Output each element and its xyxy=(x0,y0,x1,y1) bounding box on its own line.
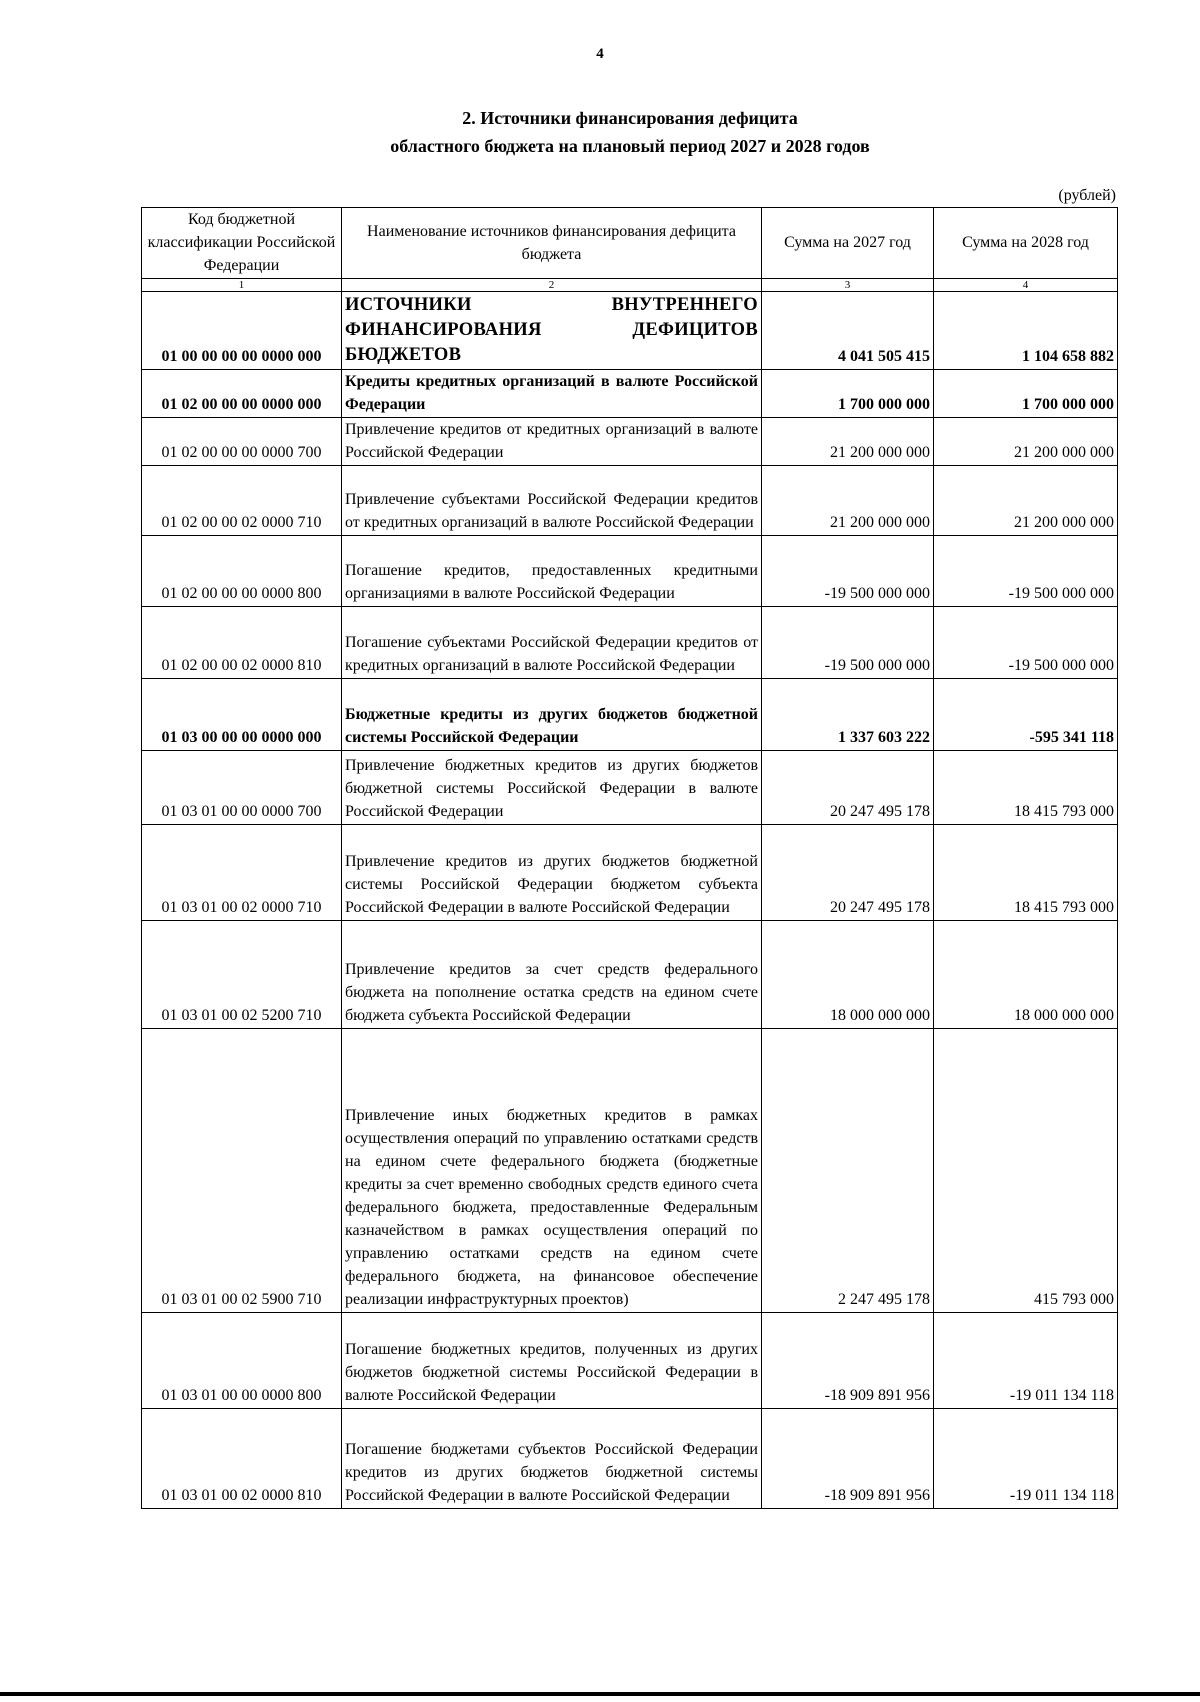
row-sum-2027: 21 200 000 000 xyxy=(762,466,934,536)
row-sum-2028: 18 000 000 000 xyxy=(934,921,1118,1029)
row-name: Бюджетные кредиты из других бюджетов бюджетной системы Российской Федерации xyxy=(342,679,762,751)
row-code: 01 02 00 00 00 0000 700 xyxy=(142,418,342,466)
row-name: Привлечение кредитов за счет средств федерального бюджета на пополнение остатка средств на едином счете бюджета субъекта Российской Федерации xyxy=(342,921,762,1029)
table-row xyxy=(142,679,1118,751)
column-number: 2 xyxy=(342,279,762,292)
page-number: 4 xyxy=(596,46,604,62)
table-header-row xyxy=(142,208,1118,279)
title-line-1: 2. Источники финансирования дефицита xyxy=(462,108,798,128)
row-name: Погашение бюджетных кредитов, полученных из других бюджетов бюджетной системы Российской Федерации в валюте Российской Федерации xyxy=(342,1313,762,1409)
column-number: 3 xyxy=(762,279,934,292)
row-sum-2028: 18 415 793 000 xyxy=(934,825,1118,921)
row-sum-2027: -19 500 000 000 xyxy=(762,607,934,679)
row-sum-2027: 20 247 495 178 xyxy=(762,751,934,825)
row-code: 01 02 00 00 00 0000 000 xyxy=(142,370,342,418)
row-name: Привлечение кредитов из других бюджетов бюджетной системы Российской Федерации бюджетом субъекта Российской Федерации в валюте Российской Федерации xyxy=(342,825,762,921)
row-sum-2028: -19 011 134 118 xyxy=(934,1409,1118,1509)
row-sum-2027: -18 909 891 956 xyxy=(762,1313,934,1409)
row-code: 01 02 00 00 02 0000 710 xyxy=(142,466,342,536)
row-sum-2028: -595 341 118 xyxy=(934,679,1118,751)
column-number: 4 xyxy=(934,279,1118,292)
row-code: 01 03 01 00 02 0000 710 xyxy=(142,825,342,921)
row-code: 01 02 00 00 02 0000 810 xyxy=(142,607,342,679)
table-row xyxy=(142,536,1118,607)
row-sum-2028: 1 700 000 000 xyxy=(934,370,1118,418)
table-row xyxy=(142,418,1118,466)
table-row xyxy=(142,292,1118,370)
row-name: Привлечение кредитов от кредитных организаций в валюте Российской Федерации xyxy=(342,418,762,466)
table-row xyxy=(142,1029,1118,1313)
row-code: 01 03 01 00 00 0000 700 xyxy=(142,751,342,825)
row-code: 01 03 01 00 02 5200 710 xyxy=(142,921,342,1029)
row-name: Погашение субъектами Российской Федерации кредитов от кредитных организаций в валюте Российской Федерации xyxy=(342,607,762,679)
row-sum-2027: 21 200 000 000 xyxy=(762,418,934,466)
row-name: Кредиты кредитных организаций в валюте Российской Федерации xyxy=(342,370,762,418)
header-sum-2028: Сумма на 2028 год xyxy=(934,208,1118,279)
row-name: Погашение бюджетами субъектов Российской Федерации кредитов из других бюджетов бюджетной системы Российской Федерации в валюте Российской Федерации xyxy=(342,1409,762,1509)
row-sum-2027: -19 500 000 000 xyxy=(762,536,934,607)
row-sum-2028: 21 200 000 000 xyxy=(934,418,1118,466)
row-sum-2027: 1 700 000 000 xyxy=(762,370,934,418)
column-number-row xyxy=(142,279,1118,292)
row-name: Привлечение субъектами Российской Федерации кредитов от кредитных организаций в валюте Российской Федерации xyxy=(342,466,762,536)
row-sum-2028: 18 415 793 000 xyxy=(934,751,1118,825)
table-row xyxy=(142,921,1118,1029)
table-row xyxy=(142,607,1118,679)
scan-edge-divider xyxy=(0,1692,1200,1696)
row-sum-2027: 20 247 495 178 xyxy=(762,825,934,921)
row-name: ИСТОЧНИКИ ВНУТРЕННЕГО ФИНАНСИРОВАНИЯ ДЕФИЦИТОВ БЮДЖЕТОВ xyxy=(342,292,762,370)
row-sum-2027: -18 909 891 956 xyxy=(762,1409,934,1509)
row-code: 01 03 01 00 00 0000 800 xyxy=(142,1313,342,1409)
row-sum-2028: 415 793 000 xyxy=(934,1029,1118,1313)
document-title xyxy=(0,104,1200,160)
row-sum-2027: 2 247 495 178 xyxy=(762,1029,934,1313)
row-sum-2027: 18 000 000 000 xyxy=(762,921,934,1029)
header-sum-2027: Сумма на 2027 год xyxy=(762,208,934,279)
row-code: 01 00 00 00 00 0000 000 xyxy=(142,292,342,370)
header-name: Наименование источников финансирования дефицита бюджета xyxy=(342,208,762,279)
row-sum-2028: -19 011 134 118 xyxy=(934,1313,1118,1409)
row-code: 01 03 01 00 02 5900 710 xyxy=(142,1029,342,1313)
financing-sources-table xyxy=(141,207,1118,1509)
title-line-2: областного бюджета на плановый период 2027 и 2028 годов xyxy=(390,136,870,156)
row-sum-2027: 4 041 505 415 xyxy=(762,292,934,370)
column-number: 1 xyxy=(142,279,342,292)
row-code: 01 02 00 00 00 0000 800 xyxy=(142,536,342,607)
row-name: Погашение кредитов, предоставленных кредитными организациями в валюте Российской Федерации xyxy=(342,536,762,607)
row-sum-2028: -19 500 000 000 xyxy=(934,536,1118,607)
table-row xyxy=(142,466,1118,536)
row-sum-2028: -19 500 000 000 xyxy=(934,607,1118,679)
row-sum-2028: 1 104 658 882 xyxy=(934,292,1118,370)
table-row xyxy=(142,751,1118,825)
row-code: 01 03 01 00 02 0000 810 xyxy=(142,1409,342,1509)
table-row xyxy=(142,825,1118,921)
header-code: Код бюджетной классификации Российской Федерации xyxy=(142,208,342,279)
row-name: Привлечение иных бюджетных кредитов в рамках осуществления операций по управлению остатками средств на едином счете федерального бюджета (бюджетные кредиты за счет временно свободных средств единого счета федерального бюджета, предоставленные Федеральным казначейством в рамках осуществления операций по управлению остатками средств на едином счете федерального бюджета, на финансовое обеспечение реализации инфраструктурных проектов) xyxy=(342,1029,762,1313)
units-label: (рублей) xyxy=(1058,187,1116,204)
row-sum-2028: 21 200 000 000 xyxy=(934,466,1118,536)
row-sum-2027: 1 337 603 222 xyxy=(762,679,934,751)
row-code: 01 03 00 00 00 0000 000 xyxy=(142,679,342,751)
row-name: Привлечение бюджетных кредитов из других бюджетов бюджетной системы Российской Федерации в валюте Российской Федерации xyxy=(342,751,762,825)
table-row xyxy=(142,370,1118,418)
table-row xyxy=(142,1313,1118,1409)
table-row xyxy=(142,1409,1118,1509)
